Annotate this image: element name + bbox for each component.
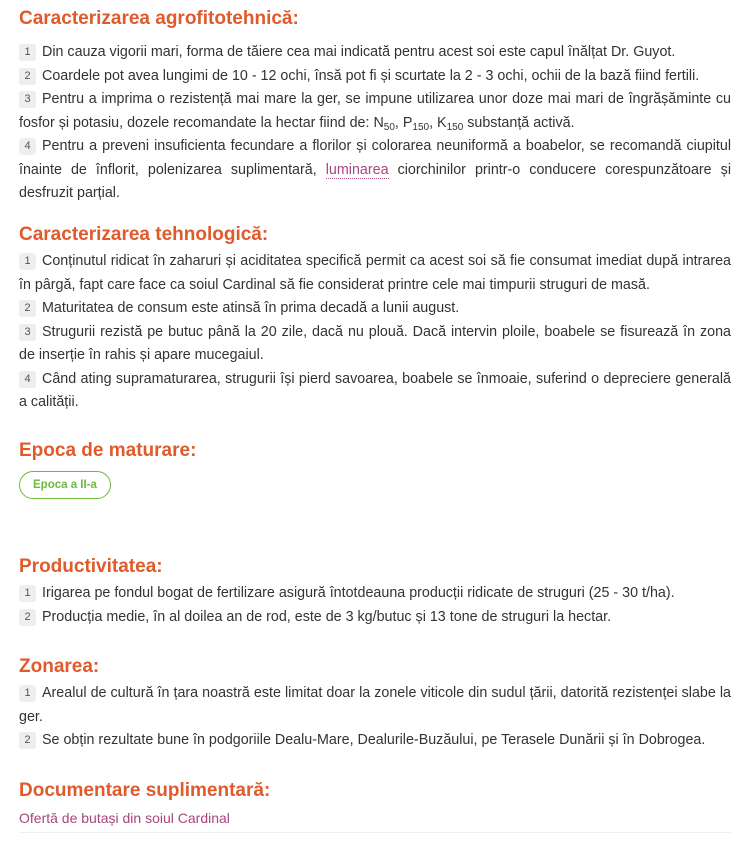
item-number: 2 — [19, 732, 36, 749]
item-text: Maturitatea de consum este atinsă în prima decadă a lunii august. — [42, 300, 460, 316]
item-number: 2 — [19, 300, 36, 317]
item-number: 3 — [19, 324, 36, 341]
list-item — [19, 682, 731, 729]
list-item — [19, 729, 731, 753]
item-number: 4 — [19, 371, 36, 388]
luminarea-link[interactable]: luminarea — [325, 161, 389, 178]
maturation-badge: Epoca a II-a — [19, 471, 111, 499]
item-text: Irigarea pe fondul bogat de fertilizare asigură întotdeauna producții ridicate de struguri (25 - 30 t/ha). — [42, 585, 675, 601]
list-item: 3 Pentru a imprima o rezistență mai mare la ger, se impune utilizarea unor doze mai mari de îngrășăminte cu fosfor și potasiu, dozele recomandate la hectar fiind de: $N_{50}$, $P_{150}$, $K_{150}$ substanță activă. — [19, 91, 731, 133]
item-text: Strugurii rezistă pe butuc până la 20 zile, dacă nu plouă. Dacă intervin ploile, boabele se fisurează în zona de inserție în rahis și apare mucegaiul. — [19, 323, 731, 363]
section-productivitate — [19, 555, 731, 629]
item-text: Arealul de cultură în țara noastră este limitat doar la zonele viticole din sudul țării, datorită rezistenței slabe la ger. — [19, 685, 731, 725]
section-documentare — [19, 779, 731, 829]
list-item — [19, 606, 731, 630]
list-item — [19, 65, 731, 89]
section-zonare — [19, 655, 731, 753]
item-number: 1 — [19, 253, 36, 270]
item-number: 1 — [19, 685, 36, 702]
divider — [19, 832, 731, 833]
section-agrofitotehnica — [19, 7, 731, 206]
list-item — [19, 135, 731, 206]
list-item — [19, 368, 731, 415]
phosphorus-dose: $P_{150}$ — [402, 114, 430, 133]
item-text: Producția medie, în al doilea an de rod, este de 3 kg/butuc și 13 tone de struguri la hectar. — [42, 608, 612, 625]
item-number: 1 — [19, 585, 36, 602]
list-item — [19, 250, 731, 297]
section-title: Documentare suplimentară: — [19, 780, 271, 801]
list-item — [19, 297, 731, 321]
item-text: Pentru a preveni insuficienta fecundare a florilor și colorarea neuniformă a boabelor, se recomandă ciupitul înainte de înflorit, polenizarea suplimentară, — [19, 138, 731, 178]
cuttings-offer-link[interactable]: Ofertă de butași din soiul Cardinal — [19, 810, 230, 826]
section-title: Productivitatea: — [19, 556, 163, 577]
list-item — [19, 321, 731, 368]
section-title: Caracterizarea tehnologică: — [19, 224, 269, 245]
item-text-end: substanță activă. — [463, 114, 575, 131]
section-title: Epoca de maturare: — [19, 440, 197, 461]
item-text: Se obțin rezultate bune în podgoriile Dealu-Mare, Dealurile-Buzăului, pe Terasele Dunării și în Dobrogea. — [42, 732, 706, 748]
item-text-end: ciorchinilor printr-o conducere corespunzătoare și desfruzit parțial. — [19, 161, 731, 201]
item-number: 1 — [19, 44, 36, 61]
section-title: Zonarea: — [19, 656, 100, 677]
potassium-dose: $K_{150}$ — [437, 114, 464, 133]
item-number: 4 — [19, 138, 36, 155]
item-number: 2 — [19, 68, 36, 85]
section-maturare — [19, 439, 731, 499]
list-item — [19, 582, 731, 606]
item-text: Conținutul ridicat în zaharuri și aciditatea specifică permit ca acest soi să fie consumat imediat după intrarea în pârgă, fapt care face ca soiul Cardinal să fie considerat printre cele mai timpurii struguri de masă. — [19, 253, 731, 293]
section-tehnologica — [19, 223, 731, 415]
item-text: Din cauza vigorii mari, forma de tăiere cea mai indicată pentru acest soi este capul înălțat Dr. Guyot. — [42, 44, 676, 60]
nitrogen-dose: $N_{50}$ — [373, 114, 395, 133]
list-item — [19, 41, 731, 65]
item-text: Pentru a imprima o rezistență mai mare la ger, se impune utilizarea unor doze mai mari de îngrășăminte cu fosfor și potasiu, dozele recomandate la hectar fiind de: — [19, 91, 731, 131]
item-number: 3 — [19, 91, 36, 108]
item-number: 2 — [19, 609, 36, 626]
section-title: Caracterizarea agrofitotehnică: — [19, 8, 299, 29]
item-text: Când ating supramaturarea, strugurii își pierd savoarea, boabele se înmoaie, suferind o depreciere generală a calității. — [19, 370, 731, 410]
item-text: Coardele pot avea lungimi de 10 - 12 ochi, însă pot fi și scurtate la 2 - 3 ochi, ochii de la bază fiind fertili. — [42, 67, 700, 84]
